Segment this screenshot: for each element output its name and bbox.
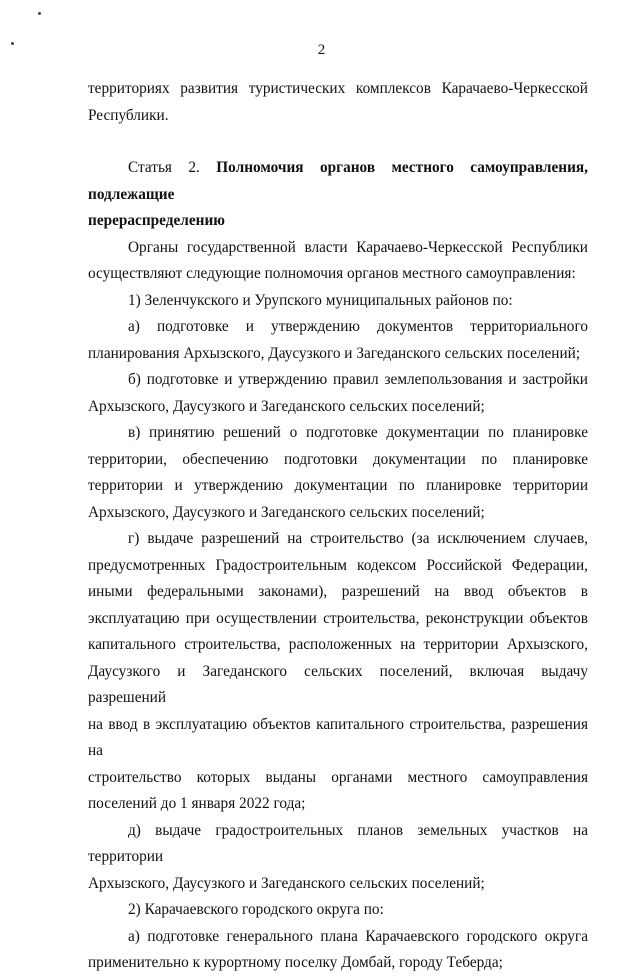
article-title: Полномочия органов местного самоуправления, подлежащие <box>88 159 588 203</box>
text-line: б) подготовке и утверждению правил землепользования и застройки <box>128 371 588 388</box>
paragraph-continuation <box>88 76 588 129</box>
article-heading <box>88 155 588 235</box>
text-line: Республики. <box>88 106 169 124</box>
text-line: планирования Архызского, Даусузкого и Загеданского сельских поселений; <box>88 344 581 362</box>
list-item <box>88 420 588 526</box>
document-body <box>88 76 588 977</box>
text-line: эксплуатацию при осуществлении строительства, реконструкции объектов <box>88 609 588 627</box>
text-line: территории и утверждению документации по планировке территории <box>88 477 588 494</box>
text-line: поселений до 1 января 2022 года; <box>88 795 306 812</box>
text-line: капитального строительства, расположенных на территории Архызского, <box>88 636 588 653</box>
text-line: иными федеральными законами), разрешений на ввод объектов в <box>88 583 588 600</box>
list-item <box>88 526 588 818</box>
text-line: 2) Карачаевского городского округа по: <box>128 901 384 918</box>
list-item <box>88 897 588 924</box>
text-line: применительно к курортному поселку Домбай, городу Теберда; <box>88 954 503 971</box>
text-line: территориях развития туристических комплексов Карачаево-Черкесской <box>88 80 588 97</box>
article-number: Статья 2. <box>128 159 217 176</box>
list-item <box>88 818 588 898</box>
text-line: а) подготовке и утверждению документов территориального <box>128 318 588 335</box>
text-line: д) выдаче градостроительных планов земельных участков на территории <box>88 821 588 865</box>
article-title: перераспределению <box>88 212 225 229</box>
list-item <box>88 924 588 977</box>
list-item <box>88 367 588 420</box>
text-line: Архызского, Даусузкого и Загеданского сельских поселений; <box>88 874 485 892</box>
paragraph <box>88 235 588 288</box>
text-line: в) принятию решений о подготовке документации по планировке <box>128 424 588 441</box>
text-line: Органы государственной власти Карачаево-Черкесской Республики <box>128 238 588 256</box>
text-line: Даусузкого и Загеданского сельских поселений, включая выдачу разрешений <box>88 662 588 706</box>
text-line: Архызского, Даусузкого и Загеданского сельских поселений; <box>88 397 485 415</box>
text-line: а) подготовке генерального плана Карачаевского городского округа <box>128 927 588 945</box>
list-item <box>88 288 588 315</box>
text-line: территории, обеспечению подготовки документации по планировке <box>88 450 588 468</box>
heading-line <box>88 155 588 208</box>
text-line: 1) Зеленчукского и Урупского муниципальных районов по: <box>128 291 513 309</box>
text-line: на ввод в эксплуатацию объектов капитального строительства, разрешения на <box>88 715 588 759</box>
text-line: осуществляют следующие полномочия органов местного самоуправления: <box>88 265 576 282</box>
text-line: предусмотренных Градостроительным кодексом Российской Федерации, <box>88 556 588 574</box>
text-line: Архызского, Даусузкого и Загеданского сельских поселений; <box>88 503 485 521</box>
page-number: 2 <box>317 42 326 58</box>
text-line: строительство которых выданы органами местного самоуправления <box>88 768 588 786</box>
list-item <box>88 314 588 367</box>
text-line: г) выдаче разрешений на строительство (за исключением случаев, <box>128 530 588 547</box>
scan-speck <box>38 12 41 15</box>
